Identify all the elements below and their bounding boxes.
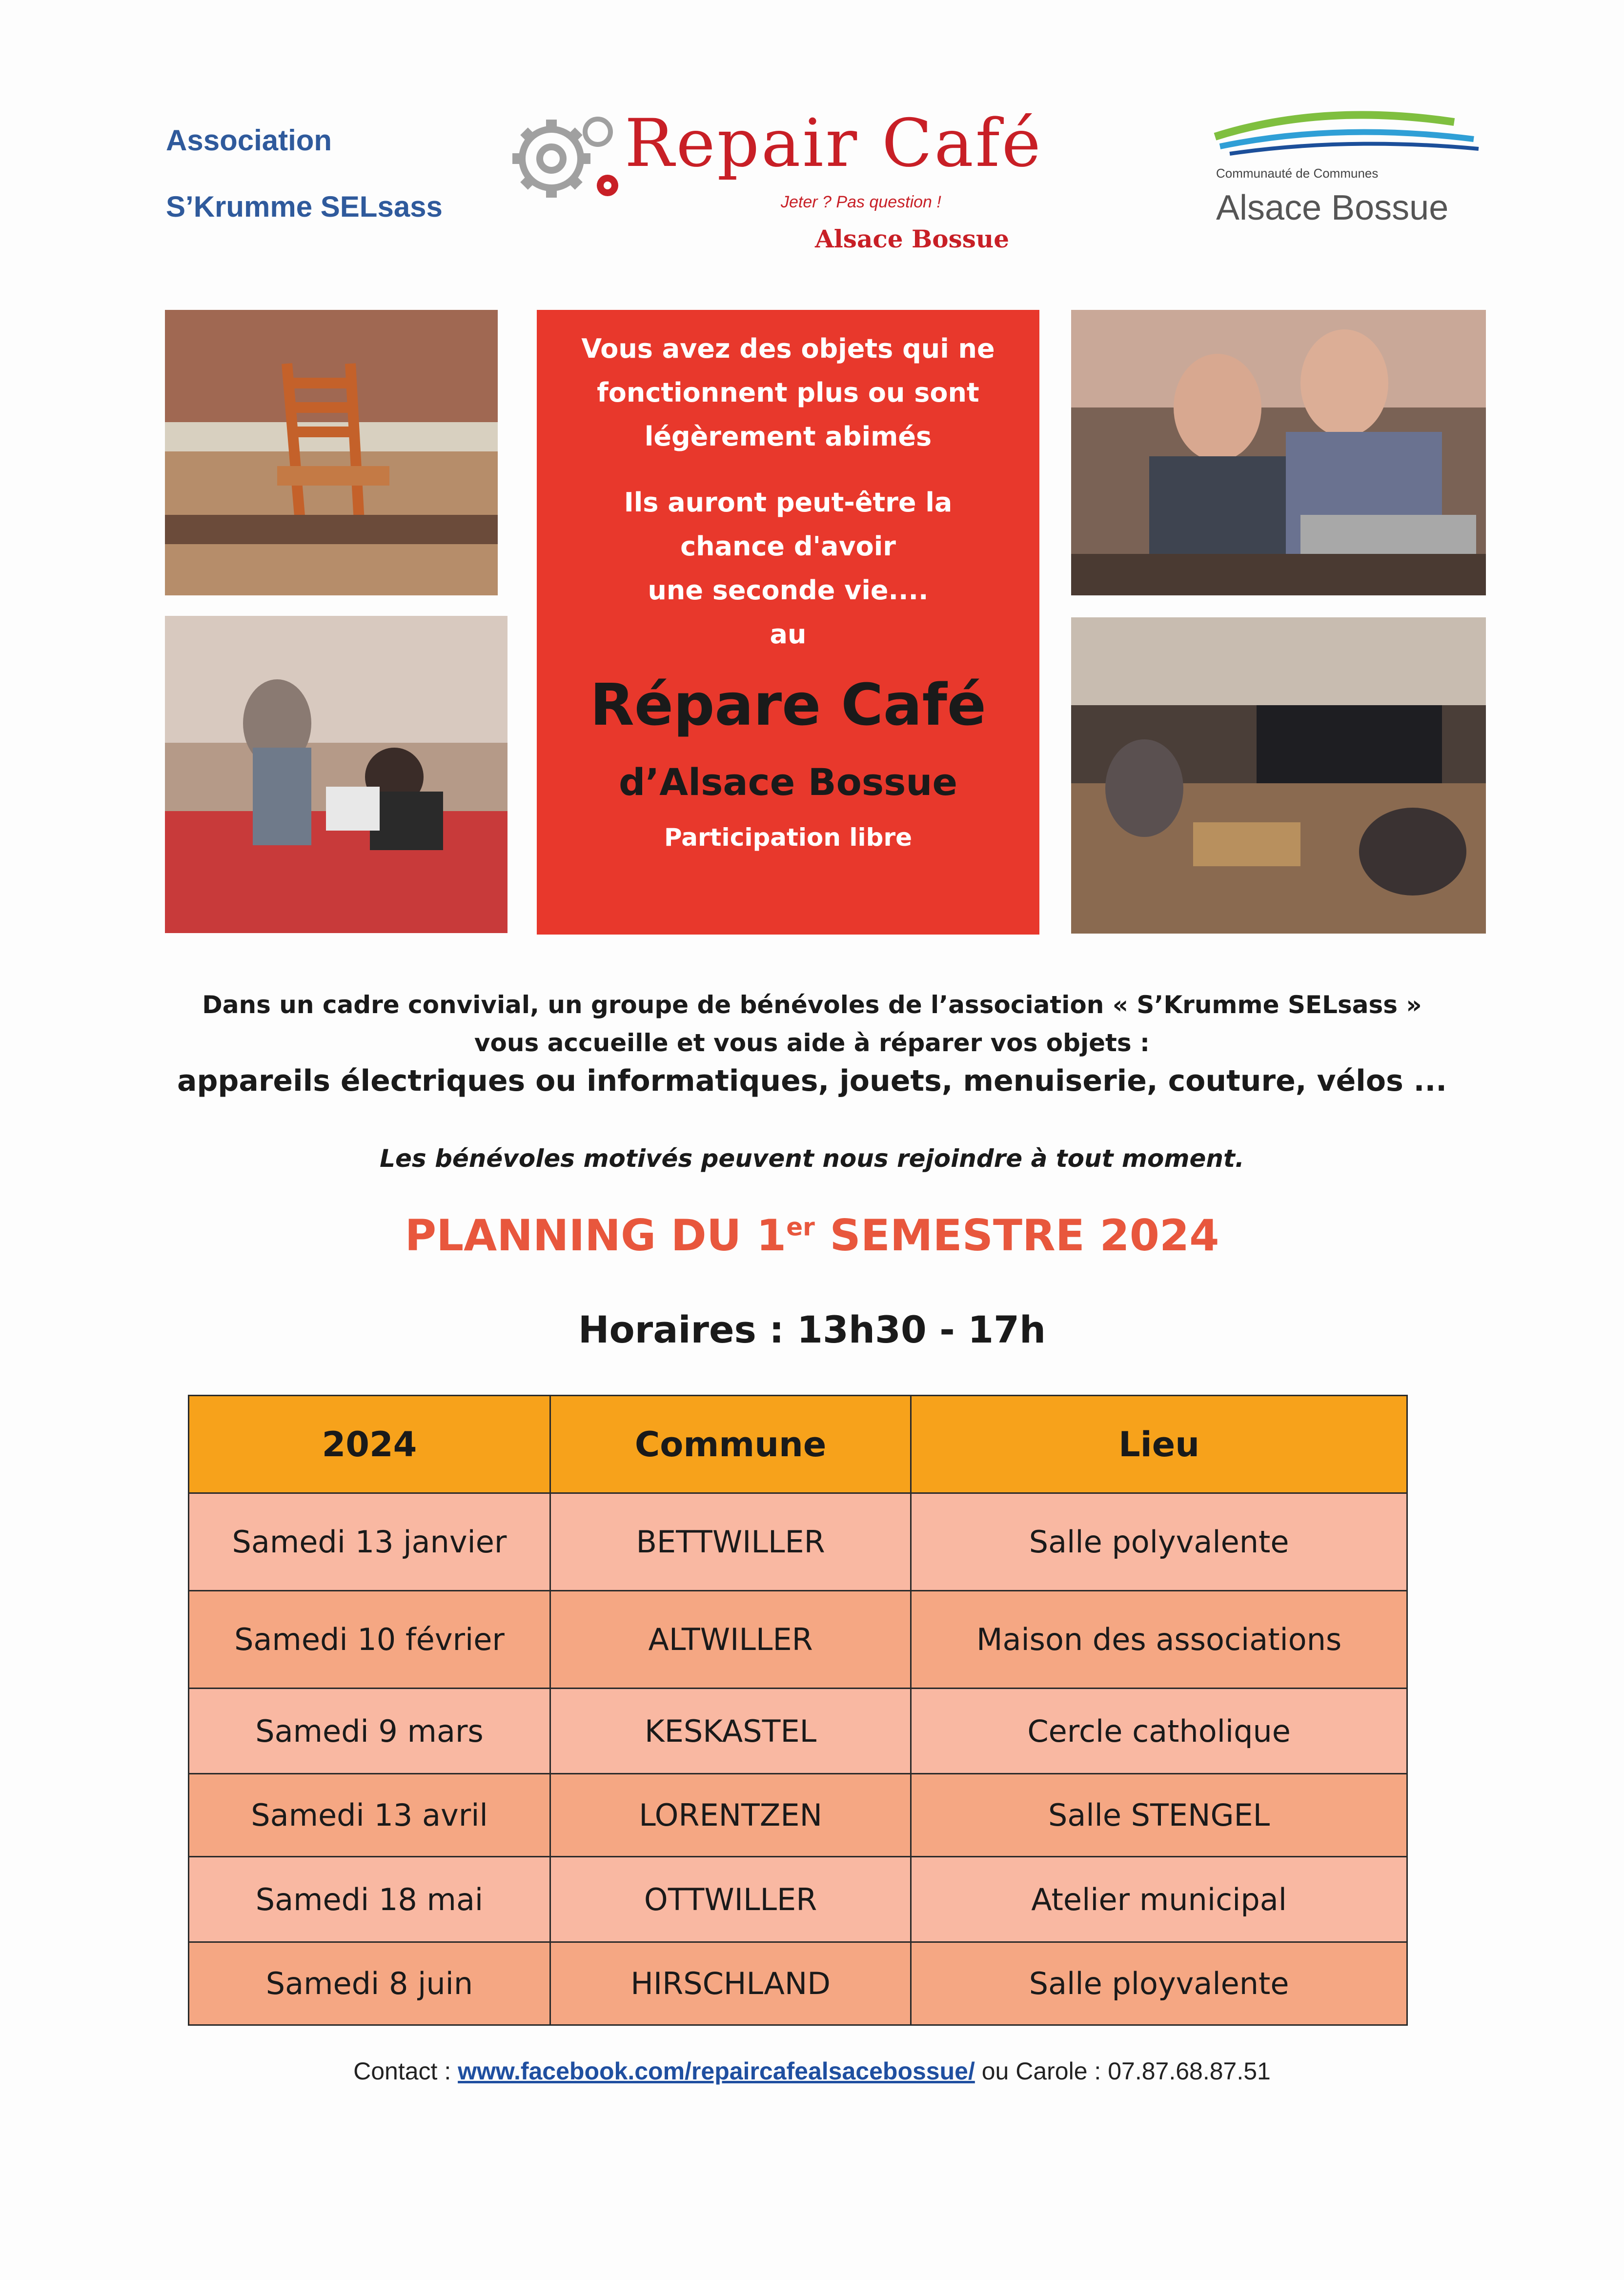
- header-year: 2024: [189, 1396, 550, 1493]
- repair-cafe-region: Alsace Bossue: [815, 224, 1010, 253]
- row-date: Samedi 8 juin: [189, 1942, 550, 2025]
- table-row: [189, 1774, 1407, 1857]
- intro-line-1: Vous avez des objets qui ne: [581, 333, 995, 364]
- row-date: Samedi 18 mai: [189, 1857, 550, 1942]
- contact-phone: ou Carole : 07.87.68.87.51: [974, 2057, 1271, 2085]
- table-row: [189, 1689, 1407, 1774]
- row-date: Samedi 9 mars: [189, 1689, 550, 1774]
- photo-sewing-table: [165, 616, 508, 933]
- volunteers-note: Les bénévoles motivés peuvent nous rejoindre à tout moment.: [380, 1144, 1244, 1173]
- objects-list: appareils électriques ou informatiques, jouets, menuiserie, couture, vélos ...: [177, 1064, 1447, 1098]
- description-line-2: vous accueille et vous aide à réparer vos objets :: [474, 1029, 1150, 1057]
- row-lieu: Atelier municipal: [911, 1857, 1407, 1942]
- photo-repair-workshop: [1071, 617, 1486, 934]
- row-date: Samedi 10 février: [189, 1591, 550, 1689]
- intro-line-3: légèrement abimés: [644, 421, 932, 452]
- intro-line-7: au: [770, 619, 807, 650]
- contact-label: Contact :: [353, 2057, 458, 2085]
- participation-note: Participation libre: [664, 823, 913, 852]
- planning-title-pre: PLANNING DU 1: [405, 1210, 787, 1261]
- row-commune: LORENTZEN: [550, 1774, 911, 1857]
- small-red-gear-icon: [597, 175, 618, 196]
- gear-icon: [512, 119, 610, 198]
- intro-line-5: chance d'avoir: [680, 531, 896, 562]
- table-row: [189, 1493, 1407, 1591]
- description-block: [0, 986, 1624, 1062]
- association-name: [166, 107, 443, 240]
- row-commune: KESKASTEL: [550, 1689, 911, 1774]
- intro-line-2: fonctionnent plus ou sont: [597, 377, 979, 408]
- intro-line-6: une seconde vie....: [648, 575, 929, 606]
- header-lieu: Lieu: [911, 1396, 1407, 1493]
- row-lieu: Salle polyvalente: [911, 1493, 1407, 1591]
- description-line-1: Dans un cadre convivial, un groupe de bénévoles de l’association « S’Krumme SELsass »: [202, 991, 1422, 1019]
- planning-title-post: SEMESTRE 2024: [814, 1210, 1219, 1261]
- photo-volunteers-repair: [1071, 310, 1486, 595]
- repare-cafe-subtitle: d’Alsace Bossue: [619, 760, 957, 804]
- row-date: Samedi 13 janvier: [189, 1493, 550, 1591]
- repair-cafe-title: Repair Café: [625, 105, 1043, 182]
- row-lieu: Cercle catholique: [911, 1689, 1407, 1774]
- repare-cafe-title: Répare Café: [590, 671, 986, 738]
- row-commune: HIRSCHLAND: [550, 1942, 911, 2025]
- table-row: [189, 1591, 1407, 1689]
- row-commune: ALTWILLER: [550, 1591, 911, 1689]
- schedule-table: [188, 1395, 1408, 2026]
- row-date: Samedi 13 avril: [189, 1774, 550, 1857]
- row-commune: OTTWILLER: [550, 1857, 911, 1942]
- cc-logo-small-text: Communauté de Communes: [1216, 166, 1379, 181]
- row-commune: BETTWILLER: [550, 1493, 911, 1591]
- row-lieu: Salle STENGEL: [911, 1774, 1407, 1857]
- row-lieu: Salle ployvalente: [911, 1942, 1407, 2025]
- table-header-row: [189, 1396, 1407, 1493]
- repair-cafe-tagline: Jeter ? Pas question !: [781, 193, 941, 211]
- intro-red-box: [537, 310, 1039, 935]
- cc-logo-big-text: Alsace Bossue: [1216, 188, 1449, 227]
- facebook-link[interactable]: www.facebook.com/repaircafealsacebossue/: [458, 2057, 975, 2085]
- planning-title-sup: er: [786, 1213, 815, 1242]
- table-row: [189, 1942, 1407, 2025]
- table-row: [189, 1857, 1407, 1942]
- opening-hours: Horaires : 13h30 - 17h: [578, 1308, 1046, 1351]
- header-commune: Commune: [550, 1396, 911, 1493]
- association-title: S’Krumme SELsass: [166, 190, 443, 223]
- planning-title: [0, 1210, 1624, 1261]
- contact-line: [0, 2057, 1624, 2085]
- row-lieu: Maison des associations: [911, 1591, 1407, 1689]
- photo-wooden-chair: [165, 310, 498, 595]
- intro-line-4: Ils auront peut-être la: [624, 487, 953, 518]
- association-label: Association: [166, 124, 332, 157]
